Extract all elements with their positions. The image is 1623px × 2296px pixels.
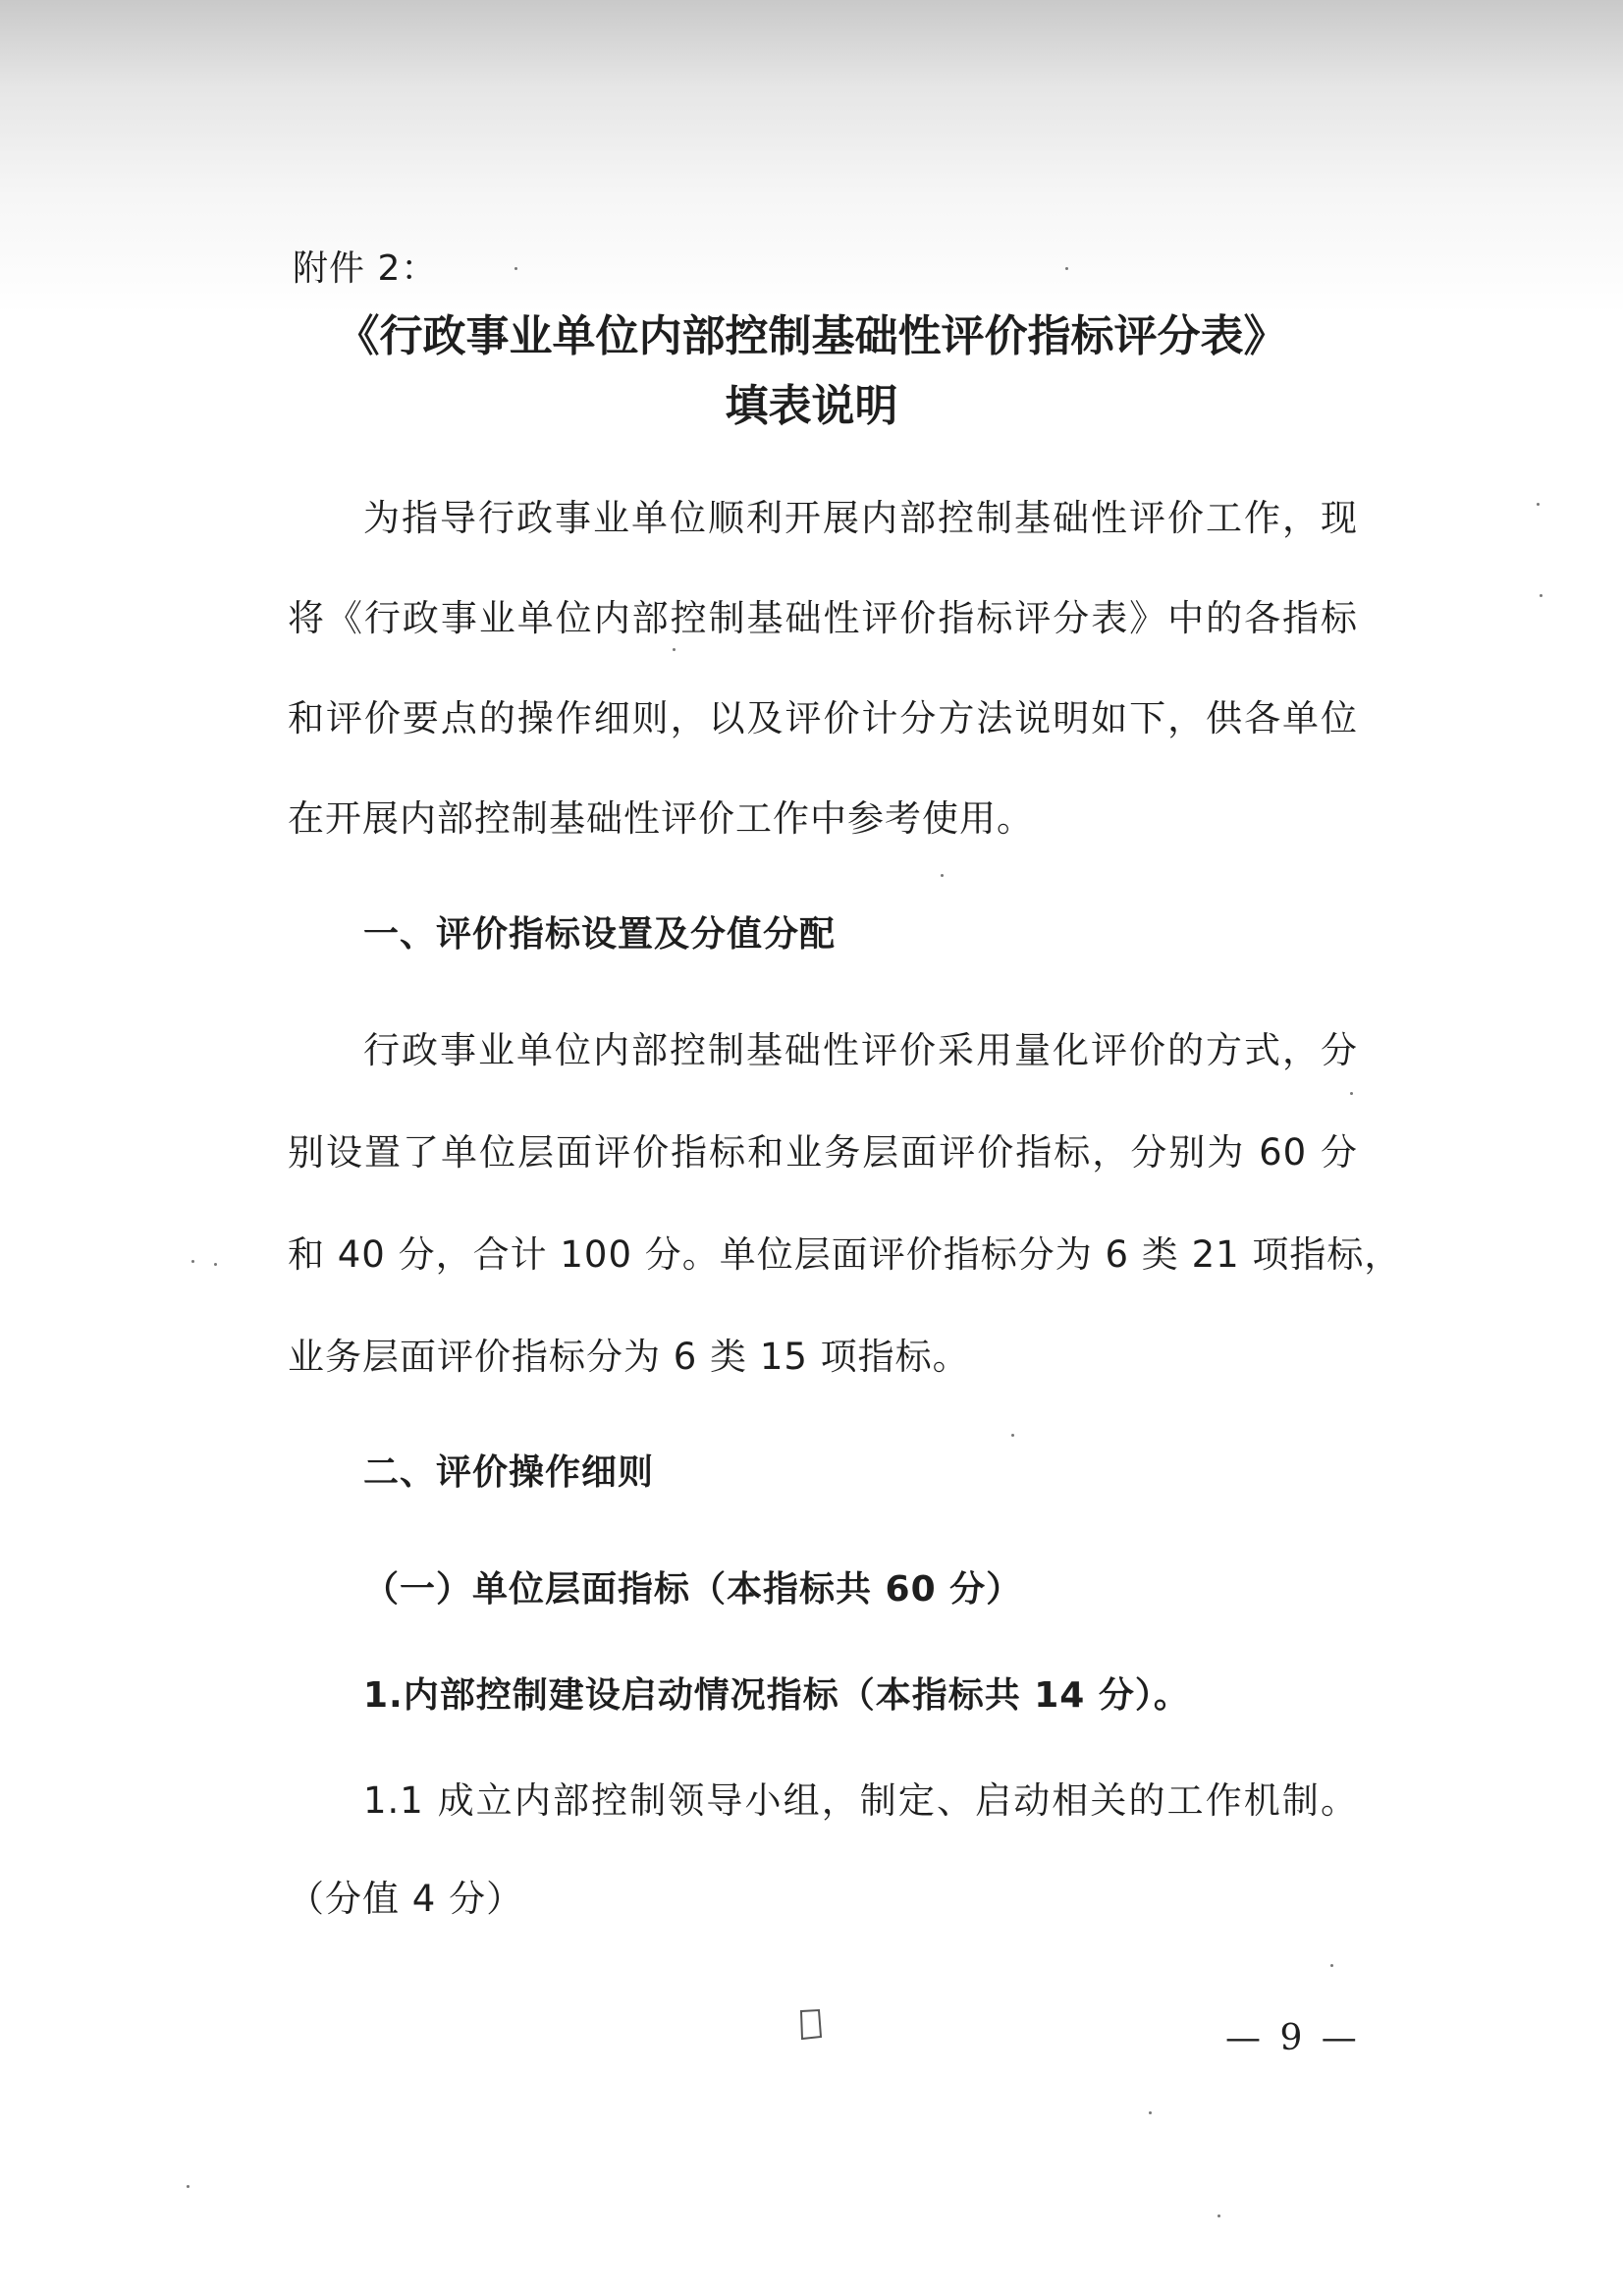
item-1-1-line-2: （分值 4 分） [288,1878,524,1920]
scan-speck [514,267,517,270]
intro-line-4: 在开展内部控制基础性评价工作中参考使用。 [288,797,1034,840]
intro-line-1: 为指导行政事业单位顺利开展内部控制基础性评价工作，现 [363,497,1358,539]
section-1-line-1: 行政事业单位内部控制基础性评价采用量化评价的方式，分 [363,1029,1358,1071]
scan-speck [941,874,944,877]
scan-speck [1537,503,1540,506]
section-2-heading: 二、评价操作细则 [363,1452,655,1493]
section-1-line-4: 业务层面评价指标分为 6 类 15 项指标。 [288,1336,970,1378]
scan-speck [191,1260,194,1263]
item-1-1-line-1: 1.1 成立内部控制领导小组，制定、启动相关的工作机制。 [363,1779,1358,1822]
document-title: 《行政事业单位内部控制基础性评价指标评分表》 [336,311,1287,361]
attachment-label: 附件 2： [293,248,438,289]
document-subtitle: 填表说明 [725,381,898,431]
scan-speck [1011,1434,1014,1437]
subsection-heading: （一）单位层面指标（本指标共 60 分） [363,1569,1023,1610]
scan-speck [1217,2214,1220,2217]
section-1-line-2: 别设置了单位层面评价指标和业务层面评价指标，分别为 60 分 [288,1131,1358,1174]
section-1-line-3: 和 40 分，合计 100 分。单位层面评价指标分为 6 类 21 项指标， [288,1233,1402,1276]
scan-speck [1065,267,1068,270]
scan-speck [673,648,676,651]
scan-mark-icon [797,2007,825,2043]
scan-speck [214,1263,217,1266]
intro-line-2: 将《行政事业单位内部控制基础性评价指标评分表》中的各指标 [288,597,1358,639]
indicator-heading: 1.内部控制建设启动情况指标（本指标共 14 分）。 [363,1675,1190,1716]
section-1-heading: 一、评价指标设置及分值分配 [363,914,837,955]
intro-line-3: 和评价要点的操作细则，以及评价计分方法说明如下，供各单位 [288,697,1358,739]
scan-speck [1350,1092,1353,1095]
scan-speck [187,2185,189,2188]
scan-speck [1330,1964,1333,1967]
scan-speck [1149,2111,1152,2114]
page-number: — 9 — [1225,2018,1361,2058]
scan-speck [1540,594,1542,597]
